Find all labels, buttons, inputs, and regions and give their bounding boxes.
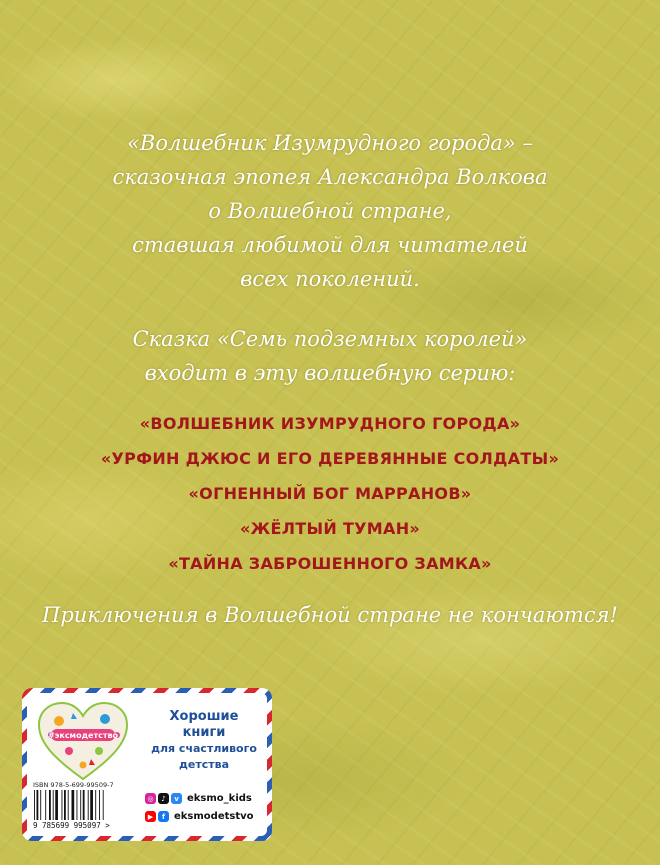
intro-line: о Волшебной стране,: [208, 199, 452, 223]
intro-line: всех поколений.: [240, 267, 420, 291]
series-title: «ЖЁЛТЫЙ ТУМАН»: [239, 519, 421, 538]
series-intro-line: Сказка «Семь подземных королей»: [132, 327, 528, 351]
closing-line: Приключения в Волшебной стране не кончаются!: [42, 603, 618, 627]
tiktok-icon: ♪: [158, 793, 169, 804]
heart-logo-icon: [35, 699, 131, 783]
social-row-1: [145, 793, 252, 804]
series-title: «УРФИН ДЖЮС И ЕГО ДЕРЕВЯННЫЕ СОЛДАТЫ»: [100, 449, 560, 468]
intro-line: ставшая любимой для читателей: [132, 233, 528, 257]
sticker-body: [27, 693, 267, 836]
isbn-text: ISBN 978-5-699-99509-7: [33, 781, 114, 789]
facebook-icon: f: [158, 811, 169, 822]
barcode-number: 9 785699 995097 >: [33, 821, 110, 830]
series-title: «ТАЙНА ЗАБРОШЕННОГО ЗАМКА»: [168, 554, 492, 573]
barcode-icon: [33, 790, 131, 820]
youtube-icon: ▶: [145, 811, 156, 822]
vk-icon: v: [171, 793, 182, 804]
publisher-tagline: [145, 709, 263, 773]
social-row-2: [145, 811, 254, 822]
instagram-icon: ◎: [145, 793, 156, 804]
social-handle: eksmo_kids: [187, 793, 252, 804]
publisher-sticker: [22, 688, 272, 841]
tagline-line: детства: [179, 758, 229, 771]
tagline-line: Хорошие: [169, 709, 239, 724]
intro-line: «Волшебник Изумрудного города» –: [127, 131, 533, 155]
tagline-line: книги: [182, 725, 226, 740]
social-handle: eksmodetstvo: [174, 811, 254, 822]
series-title: «ВОЛШЕБНИК ИЗУМРУДНОГО ГОРОДА»: [139, 414, 521, 433]
intro-line: сказочная эпопея Александра Волкова: [112, 165, 548, 189]
brand-hashtag: #эксмодетство: [47, 731, 119, 740]
series-intro-line: входит в эту волшебную серию:: [144, 361, 516, 385]
tagline-line: для счастливого: [151, 742, 257, 755]
series-title: «ОГНЕННЫЙ БОГ МАРРАНОВ»: [188, 484, 472, 503]
